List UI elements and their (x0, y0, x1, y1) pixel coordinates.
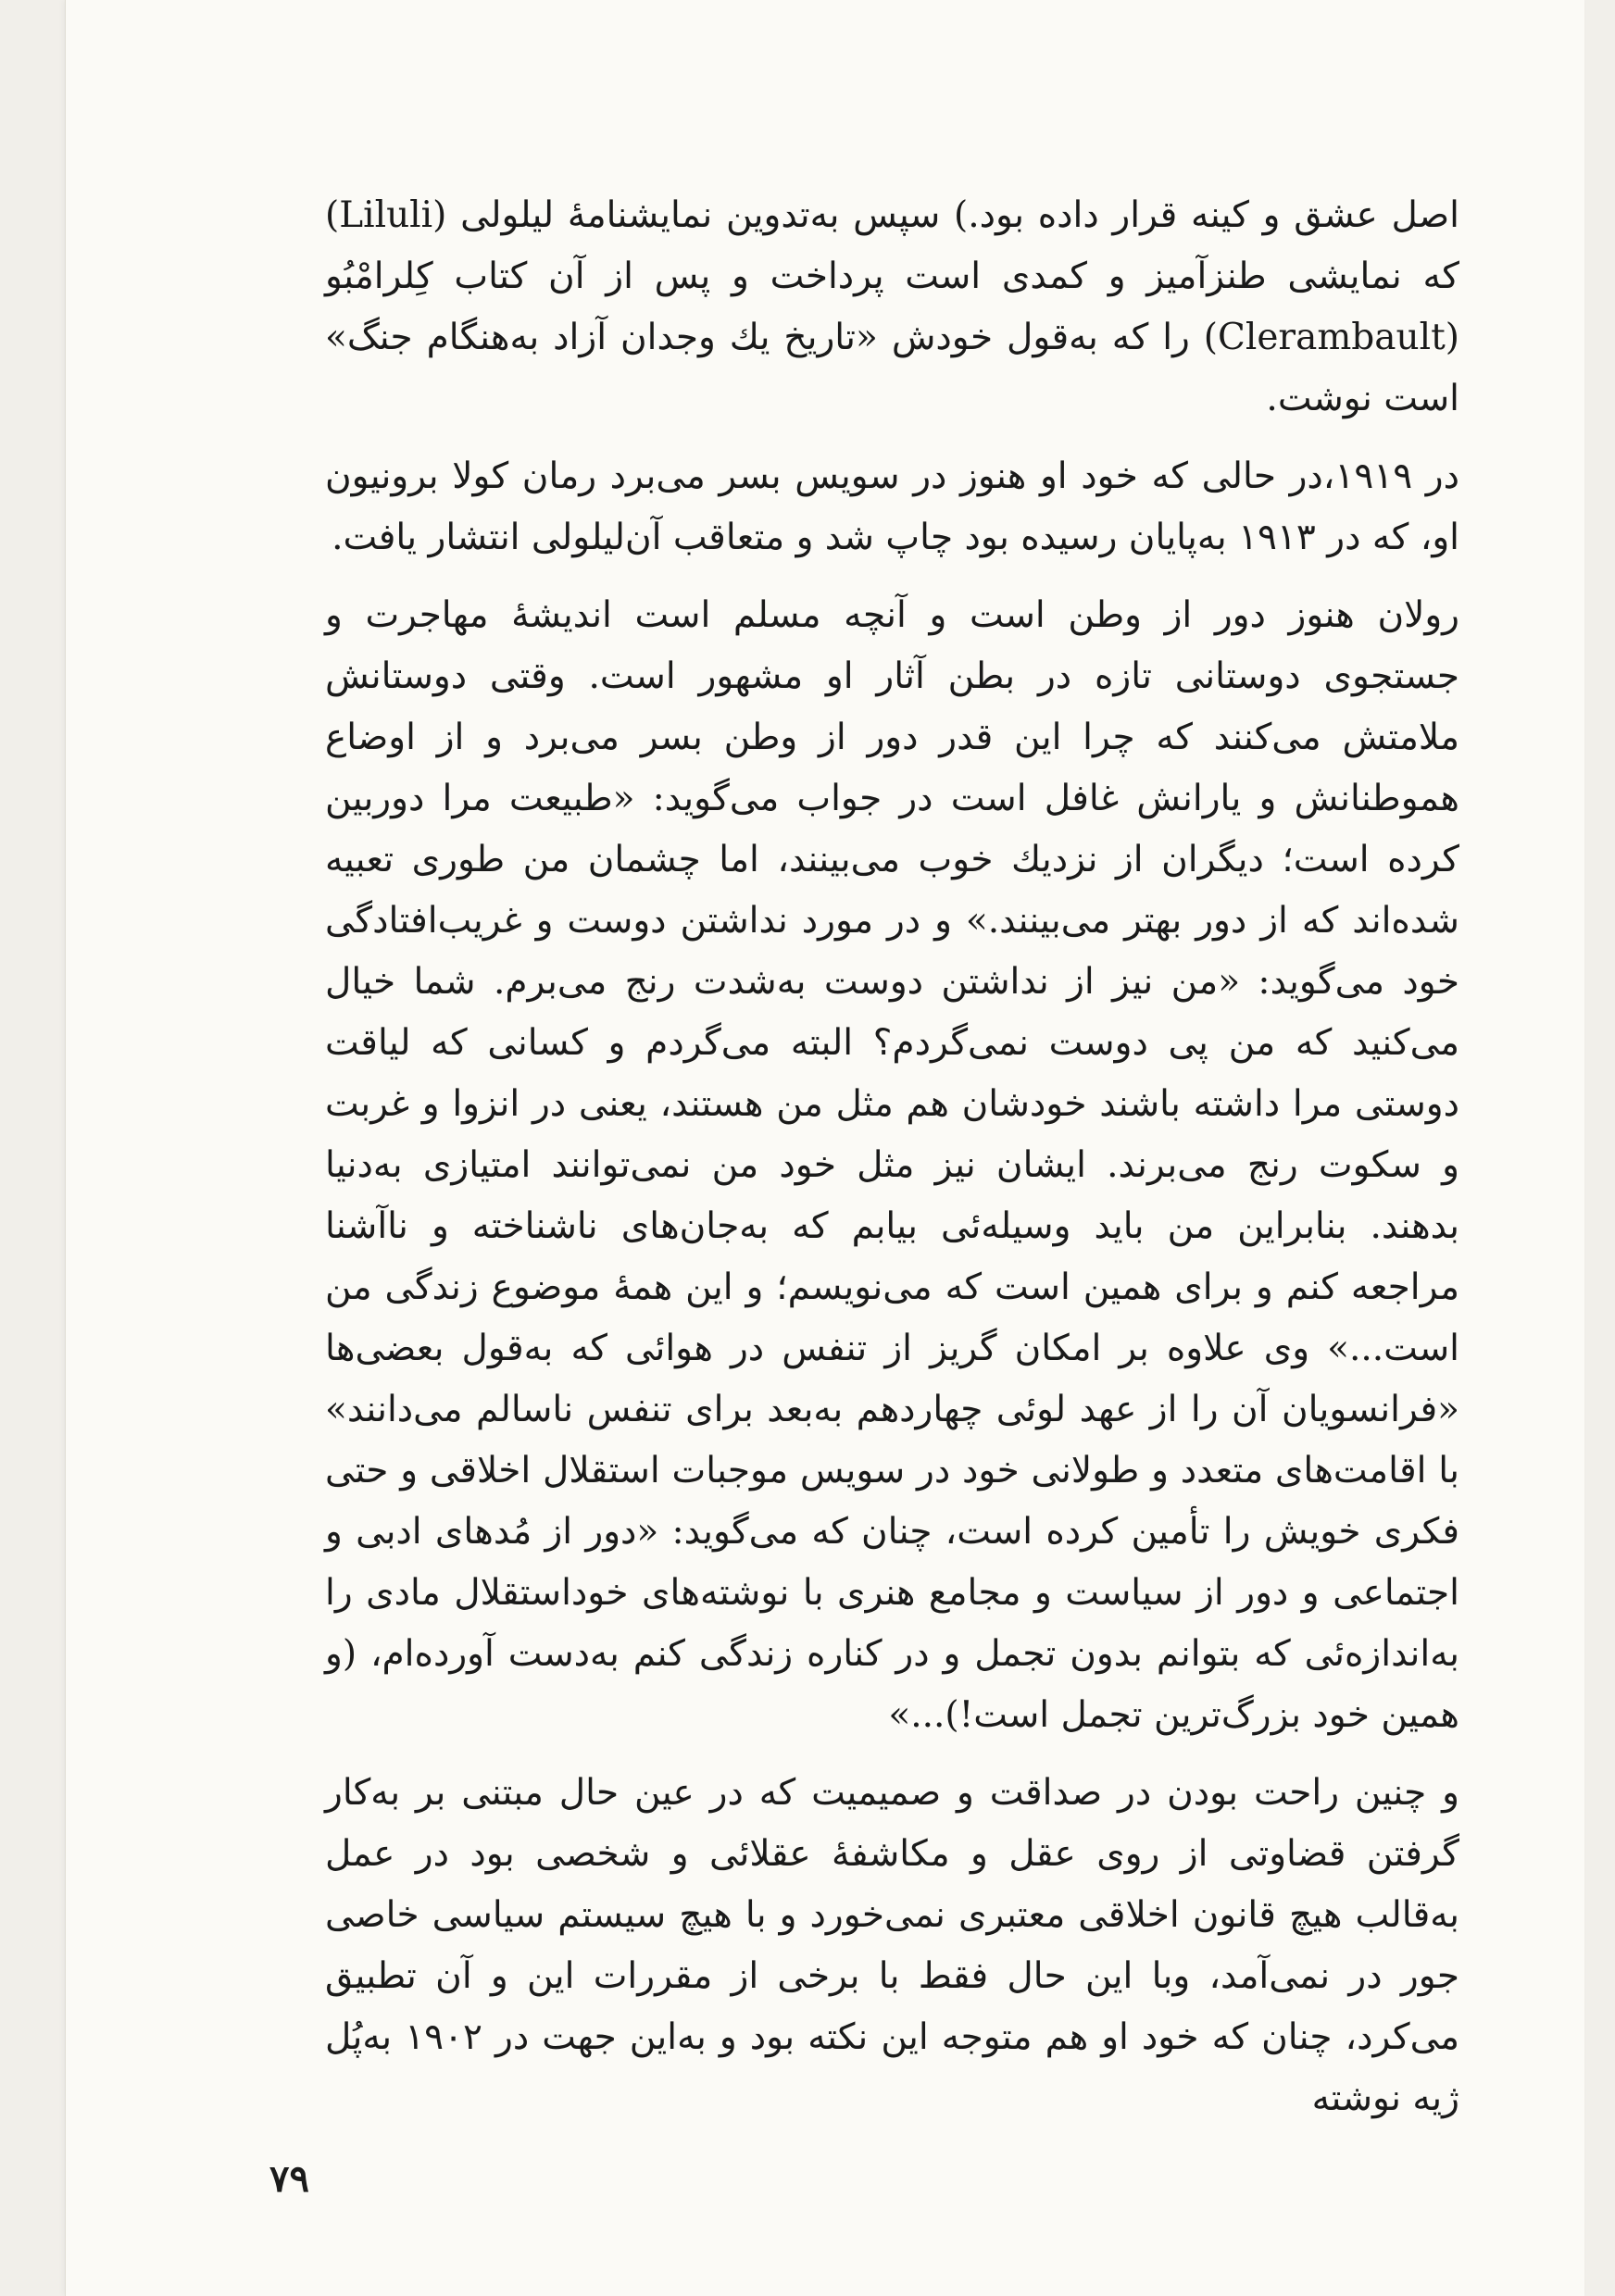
paragraph-2: در ۱۹۱۹،در حالی که خود او هنوز در سویس بسر می‌برد رمان کولا برونیون او، که در ۱۹۱۳ به‌پایان رسیده بود چاپ شد و متعاقب آن‌لیلولی انتشار یافت. (325, 455, 1459, 558)
paragraph-3: رولان هنوز دور از وطن است و آنچه مسلم است اندیشهٔ مهاجرت و جستجوی دوستانی تازه در بطن آثار او مشهور است. وقتی دوستانش ملامتش می‌کنند که چرا این قدر دور از وطن بسر می‌برد و از اوضاع هموطنانش و یارانش غافل است در جواب می‌گوید: «طبیعت مرا دوربین کرده است؛ دیگران از نزدیك خوب می‌بینند، اما چشمان من طوری تعبیه شده‌اند که از دور بهتر می‌بینند.» و در مورد نداشتن دوست و غریب‌افتادگی خود می‌گوید: «من نیز از نداشتن دوست به‌شدت رنج می‌برم. شما خیال می‌کنید که من پی دوست نمی‌گردم؟ البته می‌گردم و کسانی که لیاقت دوستی مرا داشته باشند خودشان هم مثل من هستند، یعنی در انزوا و غربت و سکوت رنج می‌برند. ایشان نیز مثل خود من نمی‌توانند امتیازی به‌دنیا بدهند. بنابراین من باید وسیله‌ئی بیابم که به‌جان‌های ناشناخته و ناآشنا مراجعه کنم و برای همین است که می‌نویسم؛ و این همهٔ موضوع زندگی من است...» وی علاوه بر امکان گریز از تنفس در هوائی که به‌قول بعضی‌ها «فرانسویان آن را از عهد لوئی چهاردهم به‌بعد برای تنفس ناسالم می‌دانند» با اقامت‌های متعدد و طولانی خود در سویس موجبات استقلال اخلاقی و حتی فکری خویش را تأمین کرده است، چنان که می‌گوید: «دور از مُدهای ادبی و اجتماعی و دور از سیاست و مجامع هنری با نوشته‌های خوداستقلال مادی را به‌اندازه‌ئی که بتوانم بدون تجمل و در کناره زندگی کنم به‌دست آورده‌ام، (و همین خود بزرگ‌ترین تجمل است!)...» (325, 594, 1459, 1736)
page-number: ۷۹ (269, 2157, 309, 2201)
paragraph-4: و چنین راحت بودن در صداقت و صمیمیت که در عین حال مبتنی بر به‌کار گرفتن قضاوتی از روی عقل و مکاشفهٔ عقلائی و شخصی بود در عمل به‌قالب هیچ قانون اخلاقی معتبری نمی‌خورد و با هیچ سیستم سیاسی خاصی جور در نمی‌آمد، وبا این حال فقط با برخی از مقررات این و آن تطبیق می‌کرد، چنان که خود او هم متوجه این نکته بود و به‌این جهت در ۱۹۰۲ به‌پُل ژیه نوشته (325, 1772, 1459, 2119)
paragraph-1: اصل عشق و کینه قرار داده بود.) سپس به‌تدوین نمایشنامهٔ لیلولی (Liluli) که نمایشی طنزآمیز و کمدی است پرداخت و پس از آن کتاب کِلرامْبُو (Clerambault) را که به‌قول خودش «تاریخ یك وجدان آزاد به‌هنگام جنگ» است نوشت. (325, 194, 1459, 419)
book-page (65, 0, 1584, 2296)
body-text (325, 185, 1459, 2146)
